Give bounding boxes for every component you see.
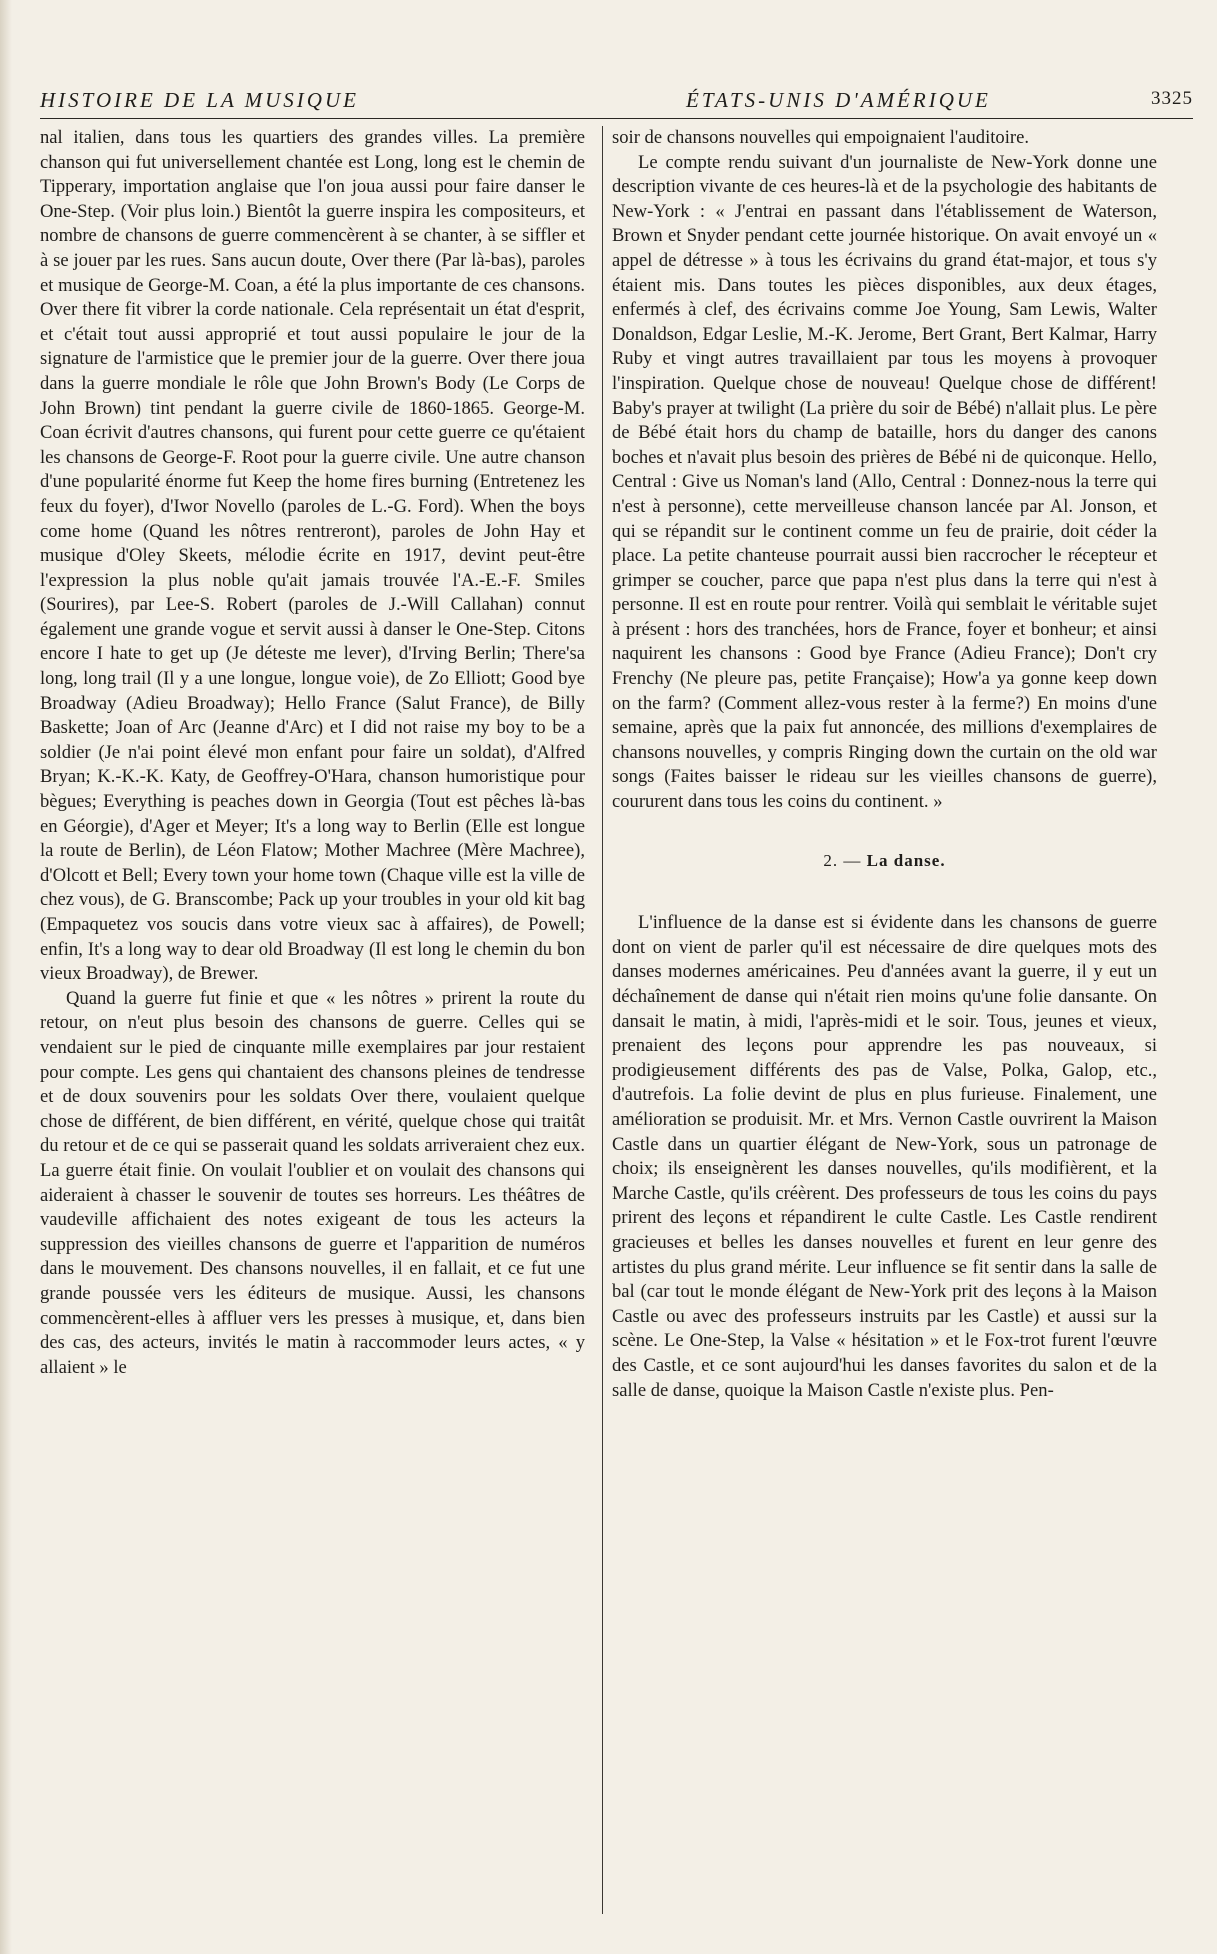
page-edge: [0, 0, 12, 1954]
paragraph: nal italien, dans tous les quartiers des grandes villes. La première chanson qui fut universellement chantée est Long, long est le chemin de Tipperary, importation anglaise que l'on joua aussi pour faire danser le One-Step. (Voir plus loin.) Bientôt la guerre inspira les compositeurs, et nombre de chansons de guerre commencèrent à se chanter, à se siffler et à se jouer par les rues. Sans aucun doute, Over there (Par là-bas), paroles et musique de George-M. Coan, a été la plus importante de ces chansons. Over there fit vibrer la corde nationale. Cela représentait un état d'esprit, et c'était tout aussi approprié et tout aussi populaire le jour de la signature de l'armistice que le premier jour de la guerre. Over there joua dans la guerre mondiale le rôle que John Brown's Body (Le Corps de John Brown) tint pendant la guerre civile de 1860-1865. George-M. Coan écrivit d'autres chansons, qui furent pour cette guerre ce qu'étaient les chansons de George-F. Root pour la guerre civile. Une autre chanson d'une popularité énorme fut Keep the home fires burning (Entretenez les feux du foyer), d'Iwor Novello (paroles de L.-G. Ford). When the boys come home (Quand les nôtres rentreront), paroles de John Hay et musique d'Oley Skeets, mélodie écrite en 1917, devint peut-être l'expression la plus noble qu'ait jamais trouvée l'A.-E.-F. Smiles (Sourires), par Lee-S. Robert (paroles de J.-Will Callahan) connut également une grande vogue et servit aussi à danser le One-Step. Citons encore I hate to get up (Je déteste me lever), d'Irving Berlin; There'sa long, long trail (Il y a une longue, longue voie), de Zo Elliott; Good bye Broadway (Adieu Broadway); Hello France (Salut France), de Billy Baskette; Joan of Arc (Jeanne d'Arc) et I did not raise my boy to be a soldier (Je n'ai point élevé mon enfant pour faire un soldat), d'Alfred Bryan; K.-K.-K. Katy, de Geoffrey-O'Hara, chanson humoristique pour bègues; Everything is peaches down in Georgia (Tout est pêches là-bas en Géorgie), d'Ager et Meyer; It's a long way to Berlin (Elle est longue la route de Berlin), de Léon Flatow; Mother Machree (Mère Machree), d'Olcott et Bell; Every town your home town (Chaque ville est la ville de chez vous), de G. Branscombe; Pack up your troubles in your old kit bag (Empaquetez vos soucis dans votre vieux sac à affaires), de Powell; enfin, It's a long way to dear old Broadway (Il est long le chemin du bon vieux Broadway), de Brewer.: [40, 127, 585, 985]
section-number: 2. —: [823, 850, 862, 870]
paragraph: soir de chansons nouvelles qui empoignaient l'auditoire.: [612, 127, 1029, 148]
paragraph: L'influence de la danse est si évidente dans les chansons de guerre dont on vient de parler qu'il est nécessaire de dire quelques mots des danses modernes américaines. Peu d'années avant la guerre, il y eut un déchaînement de danse qui n'était rien moins qu'une folie dansante. On dansait le matin, à midi, l'après-midi et le soir. Tous, jeunes et vieux, prenaient des leçons pour apprendre les pas nouveaux, si prodigieusement différents des pas de Valse, Polka, Galop, etc., d'autrefois. La folie devint de plus en plus furieuse. Finalement, une amélioration se produisit. Mr. et Mrs. Vernon Castle ouvrirent la Maison Castle dans un quartier élégant de New-York, sous un patronage de choix; ils enseignèrent les danses nouvelles, qu'ils modifièrent, et la Marche Castle, qu'ils créèrent. Des professeurs de tous les coins du pays prirent des leçons et répandirent le culte Castle. Les Castle rendirent gracieuses et belles les danses nouvelles et furent en leur genre des artistes du plus grand mérite. Leur influence se fit sentir dans la salle de bal (car tout le monde élégant de New-York prit des leçons à la Maison Castle ou avec des professeurs instruits par les Castle) et aussi sur la scène. Le One-Step, la Valse « hésitation » et le Fox-trot furent l'œuvre des Castle, et ce sont aujourd'hui les danses favorites du salon et de la salle de danse, quoique la Maison Castle n'existe plus. Pen-: [612, 912, 1157, 1401]
running-header: [40, 84, 1193, 118]
section-title: La danse.: [866, 850, 946, 870]
left-column: [40, 126, 585, 1916]
header-left-title: HISTOIRE DE LA MUSIQUE: [40, 88, 359, 112]
header-rule: [40, 118, 1193, 119]
right-column: [612, 126, 1157, 1916]
page-number: 3325: [1151, 88, 1193, 109]
section-heading: [612, 849, 1157, 874]
column-divider: [602, 126, 603, 1914]
paragraph: Le compte rendu suivant d'un journaliste de New-York donne une description vivante de ces heures-là et de la psychologie des habitants de New-York : « J'entrai en passant dans l'établissement de Waterson, Brown et Snyder pendant cette journée historique. On avait envoyé un « appel de détresse » à tous les écrivains du grand état-major, et tous s'y étaient mis. Dans toutes les pièces disponibles, aux deux étages, enfermés à clef, des écrivains comme Joe Young, Sam Lewis, Walter Donaldson, Edgar Leslie, M.-K. Jerome, Bert Grant, Bert Kalmar, Harry Ruby et vingt autres travaillaient par tous les moyens à provoquer l'inspiration. Quelque chose de nouveau! Quelque chose de différent! Baby's prayer at twilight (La prière du soir de Bébé) n'allait plus. Le père de Bébé était hors du champ de bataille, hors du danger des canons boches et n'avait plus besoin des prières de Bébé ni de quiconque. Hello, Central : Give us Noman's land (Allo, Central : Donnez-nous la terre qui n'est à personne), cette merveilleuse chanson lancée par Al. Jonson, et qui se répandit sur le continent comme un feu de prairie, doit céder la place. La petite chanteuse pourrait aussi bien raccrocher le récepteur et grimper se coucher, parce que papa n'est plus dans la terre qui n'est à personne. Il est en route pour rentrer. Voilà qui semblait le véritable sujet à présent : hors des tranchées, hors de France, foyer et bonheur; et ainsi naquirent les chansons : Good bye France (Adieu France); Don't cry Frenchy (Ne pleure pas, petite Française); How'a ya gonne keep down on the farm? (Comment allez-vous rester à la ferme?) En moins d'une semaine, après que la paix fut annoncée, des millions d'exemplaires de chansons nouvelles, y compris Ringing down the curtain on the old war songs (Faites baisser le rideau sur les vieilles chansons de guerre), coururent dans tous les coins du continent. »: [612, 151, 1157, 813]
header-center-title: ÉTATS-UNIS D'AMÉRIQUE: [686, 88, 991, 112]
paragraph: Quand la guerre fut finie et que « les nôtres » prirent la route du retour, on n'eut plus besoin des chansons de guerre. Celles qui se vendaient sur le pied de cinquante mille exemplaires par jour restaient pour compte. Les gens qui chantaient des chansons pleines de tendresse et de doux souvenirs pour les soldats Over there, voulaient quelque chose de différent, de bien différent, en vérité, quelque chose qui traitât du retour et de ce qui se passerait quand les soldats arriveraient chez eux. La guerre était finie. On voulait l'oublier et on voulait des chansons qui aideraient à chasser le souvenir de toutes ses horreurs. Les théâtres de vaudeville affichaient des notes exigeant de tous les acteurs la suppression des vieilles chansons de guerre et l'apparition de numéros dans le mouvement. Des chansons nouvelles, il en fallait, et ce fut une grande poussée vers les éditeurs de musique. Aussi, les chansons commencèrent-elles à affluer vers les presses à musique, et, dans bien des cas, des acteurs, invités le matin à raccommoder leurs actes, « y allaient » le: [40, 987, 585, 1378]
